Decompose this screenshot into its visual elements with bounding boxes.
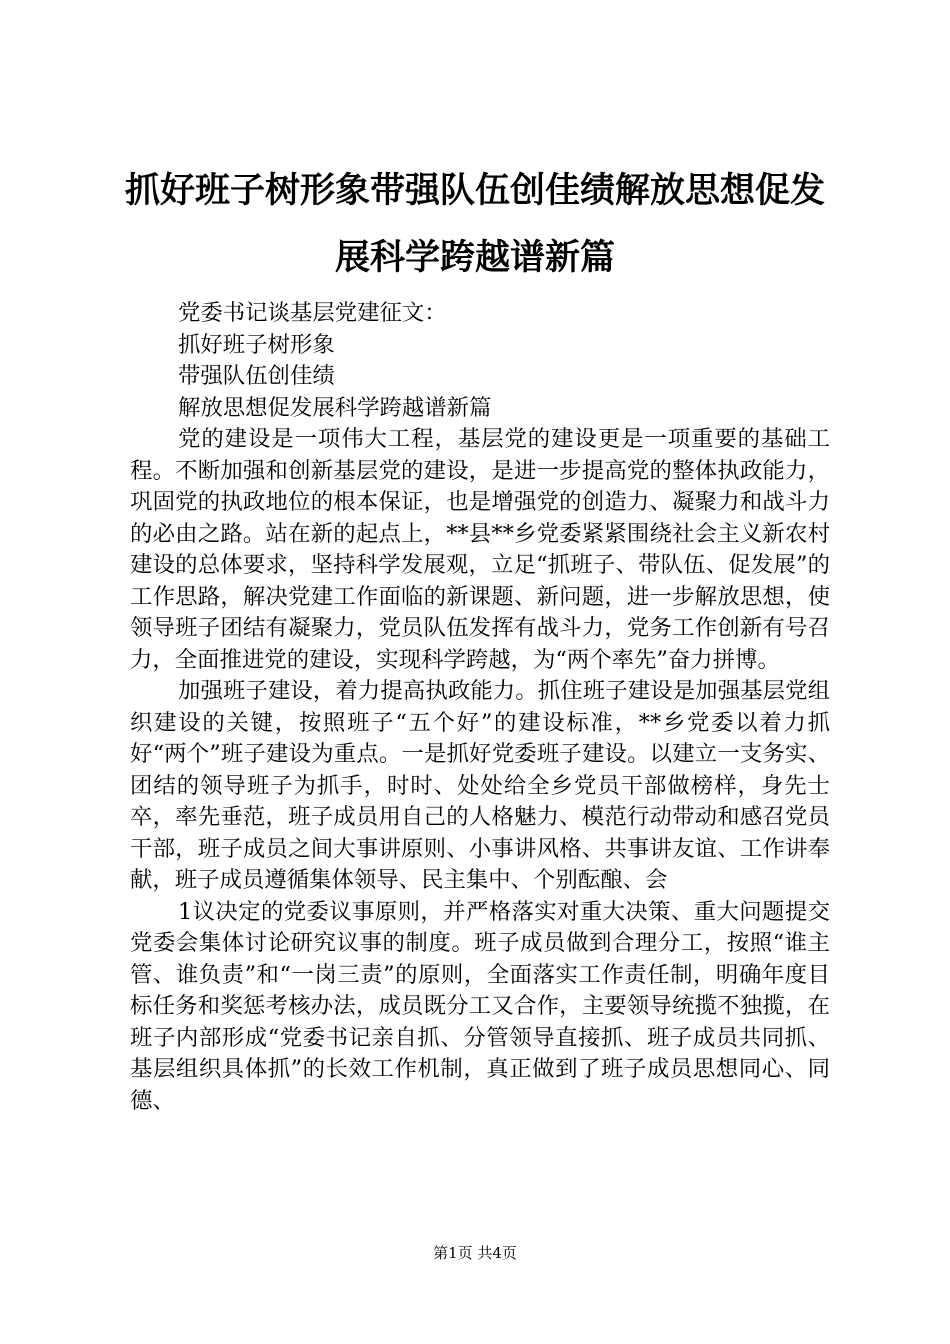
document-title [110,158,840,292]
subtitle-line-2: 带强队伍创佳绩 [178,363,335,389]
title-line-2: 展科学跨越谱新篇 [334,238,615,278]
page-footer: 第1页 共4页 [433,1244,517,1262]
paragraph-1: 党的建设是一项伟大工程，基层党的建设更是一项重要的基础工程。不断加强和创新基层党的建设，是进一步提高党的整体执政能力，巩固党的执政地位的根本保证，也是增强党的创造力、凝聚力和战斗力的必由之路。站在新的起点上，**县**乡党委紧紧围绕社会主义新农村建设的总体要求，坚持科学发展观，立足“抓班子、带队伍、促发展”的工作思路，解决党建工作面临的新课题、新问题，进一步解放思想，使领导班子团结有凝聚力，党员队伍发挥有战斗力，党务工作创新有号召力，全面推进党的建设，实现科学跨越，为“两个率先”奋力拼博。 [130,426,830,673]
document-body [130,298,830,1117]
paragraph-2: 加强班子建设，着力提高执政能力。抓住班子建设是加强基层党组织建设的关键，按照班子“五个好”的建设标准，**乡党委以着力抓好“两个”班子建设为重点。一是抓好党委班子建设。以建立一支务实、团结的领导班子为抓手，时时、处处给全乡党员干部做榜样，身先士卒，率先垂范，班子成员用自己的人格魅力、模范行动带动和感召党员干部，班子成员之间大事讲原则、小事讲风格、共事讲友谊、工作讲奉献，班子成员遵循集体领导、民主集中、个别酝酿、会 [130,678,830,893]
subtitle-essay-label: 党委书记谈基层党建征文： [178,300,447,326]
title-line-1: 抓好班子树形象带强队伍创佳绩解放思想促发 [124,171,825,211]
subtitle-line-1: 抓好班子树形象 [178,331,335,358]
paragraph-3: 1议决定的党委议事原则，并严格落实对重大决策、重大问题提交党委会集体讨论研究议事的制度。班子成员做到合理分工，按照“谁主管、谁负责”和“一岗三责”的原则，全面落实工作责任制，明确年度目标任务和奖惩考核办法，成员既分工又合作，主要领导统揽不独揽，在班子内部形成“党委书记亲自抓、分管领导直接抓、班子成员共同抓、基层组织具体抓”的长效工作机制，真正做到了班子成员思想同心、同德、 [130,898,830,1114]
subtitle-line-3: 解放思想促发展科学跨越谱新篇 [178,394,492,421]
